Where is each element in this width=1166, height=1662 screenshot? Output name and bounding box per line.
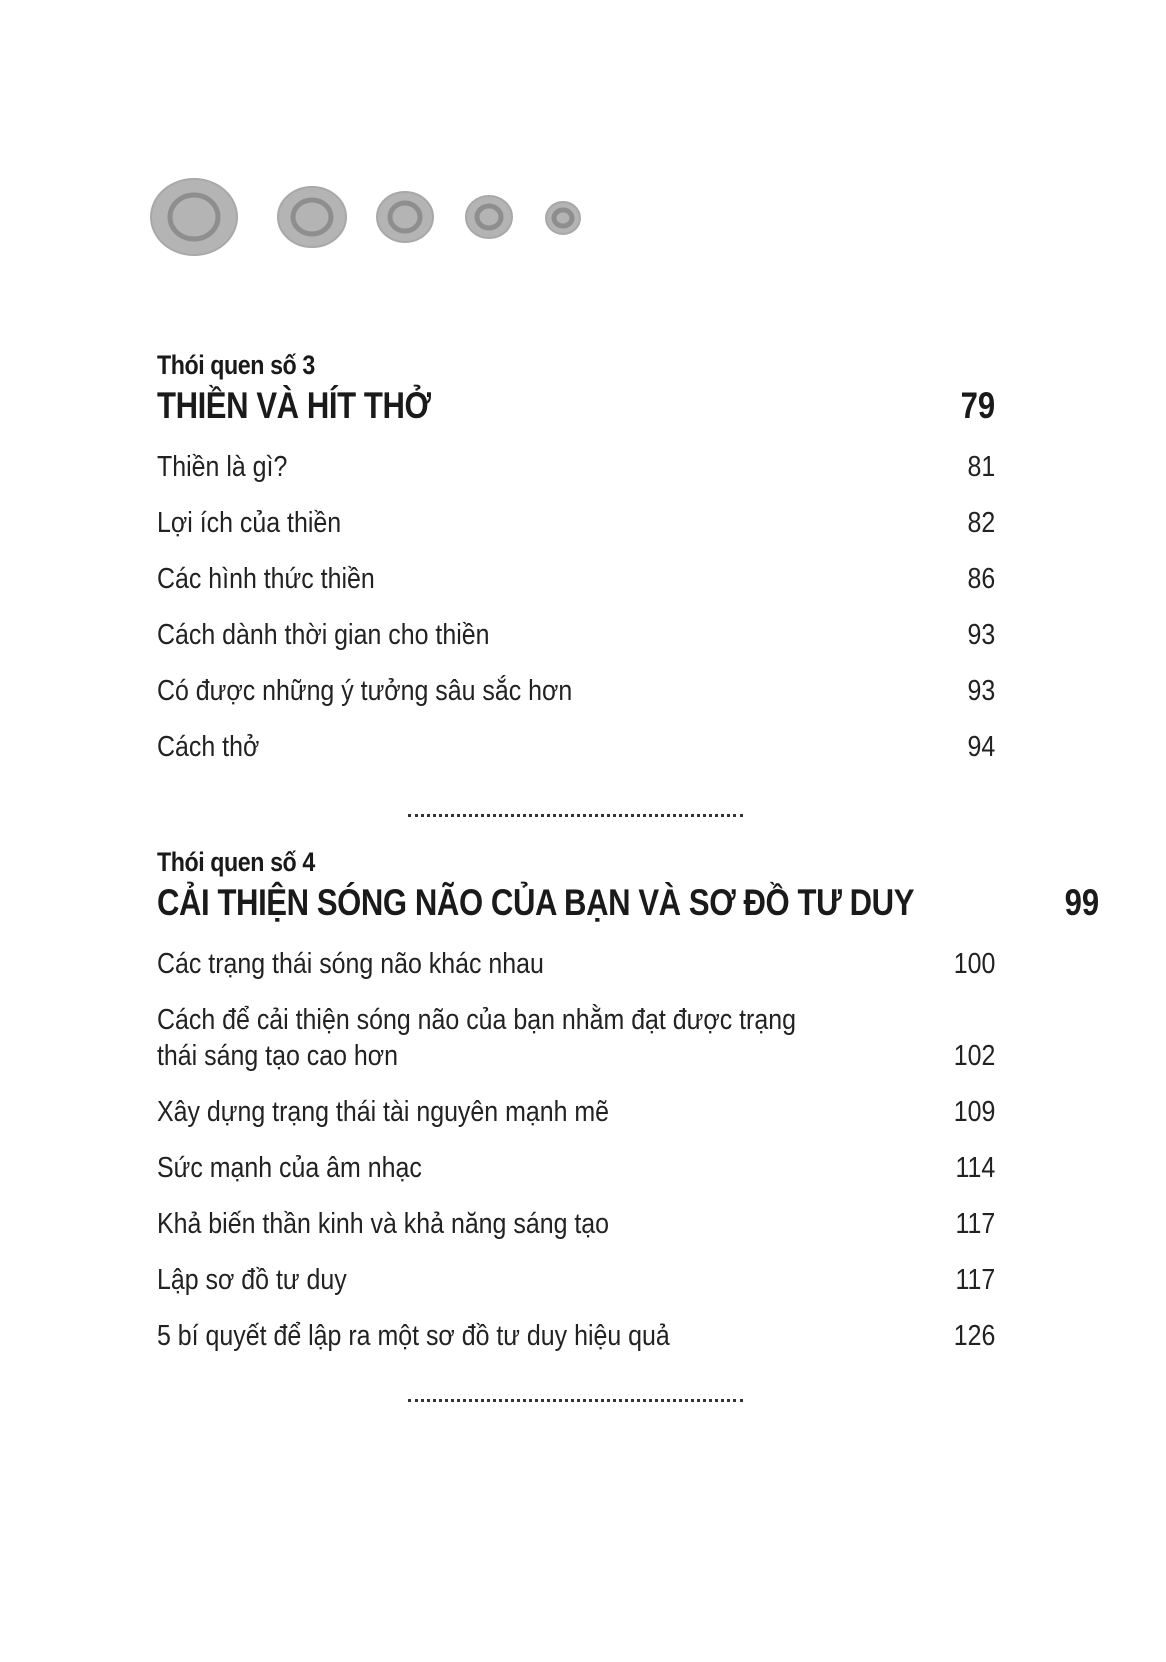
- circles-icon: [150, 175, 610, 285]
- chapter-page-number: 99: [1064, 882, 1100, 923]
- entry-page-number: 126: [953, 1320, 995, 1352]
- dotted-divider: [408, 1399, 743, 1402]
- toc-entry: [157, 717, 995, 773]
- chapter-heading: [157, 878, 1100, 928]
- entry-title: Lợi ích của thiền: [157, 507, 342, 539]
- entry-title: 5 bí quyết để lập ra một sơ đồ tư duy hiệu quả: [157, 1320, 670, 1352]
- entry-page-number: 82: [967, 507, 995, 539]
- entry-page-number: 81: [967, 451, 995, 483]
- chapter-page-number: 79: [960, 385, 995, 426]
- toc-entry-list: [157, 934, 995, 1362]
- entry-page-number: 93: [967, 619, 995, 651]
- entry-title: Lập sơ đồ tư duy: [157, 1264, 347, 1296]
- entry-page-number: 93: [967, 675, 995, 707]
- entry-page-number: 109: [953, 1096, 995, 1128]
- toc-entry: [157, 493, 995, 549]
- toc-entry: [157, 549, 995, 605]
- entry-page-number: 86: [967, 563, 995, 595]
- toc-entry: [157, 990, 995, 1082]
- entry-page-number: 100: [953, 948, 995, 980]
- entry-page-number: 117: [955, 1264, 995, 1296]
- toc-entry: [157, 1250, 995, 1306]
- toc-entry: [157, 437, 995, 493]
- habit-label: Thói quen số 4: [157, 847, 315, 877]
- entry-title: Các hình thức thiền: [157, 563, 375, 595]
- habit-label: Thói quen số 3: [157, 350, 315, 380]
- toc-entry: [157, 934, 995, 990]
- entry-page-number: 94: [967, 731, 995, 763]
- chapter-title: CẢI THIỆN SÓNG NÃO CỦA BẠN VÀ SƠ ĐỒ TƯ DUY: [157, 882, 915, 923]
- decorative-circles: [150, 175, 610, 285]
- entry-title: Sức mạnh của âm nhạc: [157, 1152, 422, 1184]
- toc-section-habit-4: [157, 846, 1100, 1362]
- toc-entry: [157, 1082, 995, 1138]
- entry-title: Cách để cải thiện sóng não của bạn nhằm đạt được trạng thái sáng tạo cao hơn: [157, 1004, 796, 1072]
- entry-title: Thiền là gì?: [157, 451, 288, 483]
- entry-title: Các trạng thái sóng não khác nhau: [157, 948, 544, 980]
- dotted-divider: [408, 814, 743, 817]
- toc-entry: [157, 605, 995, 661]
- entry-page-number: 114: [955, 1152, 995, 1184]
- chapter-heading: [157, 381, 995, 431]
- entry-title: Khả biến thần kinh và khả năng sáng tạo: [157, 1208, 610, 1240]
- toc-section-habit-3: [157, 349, 995, 773]
- chapter-title: THIỀN VÀ HÍT THỞ: [157, 385, 431, 426]
- toc-entry: [157, 661, 995, 717]
- toc-entry-list: [157, 437, 995, 773]
- entry-title: Xây dựng trạng thái tài nguyên mạnh mẽ: [157, 1096, 610, 1128]
- toc-entry: [157, 1306, 995, 1362]
- toc-entry: [157, 1194, 995, 1250]
- entry-title: Cách dành thời gian cho thiền: [157, 619, 490, 651]
- toc-entry: [157, 1138, 995, 1194]
- entry-page-number: 102: [953, 1040, 995, 1072]
- entry-page-number: 117: [955, 1208, 995, 1240]
- entry-title: Cách thở: [157, 731, 260, 763]
- entry-title: Có được những ý tưởng sâu sắc hơn: [157, 675, 573, 707]
